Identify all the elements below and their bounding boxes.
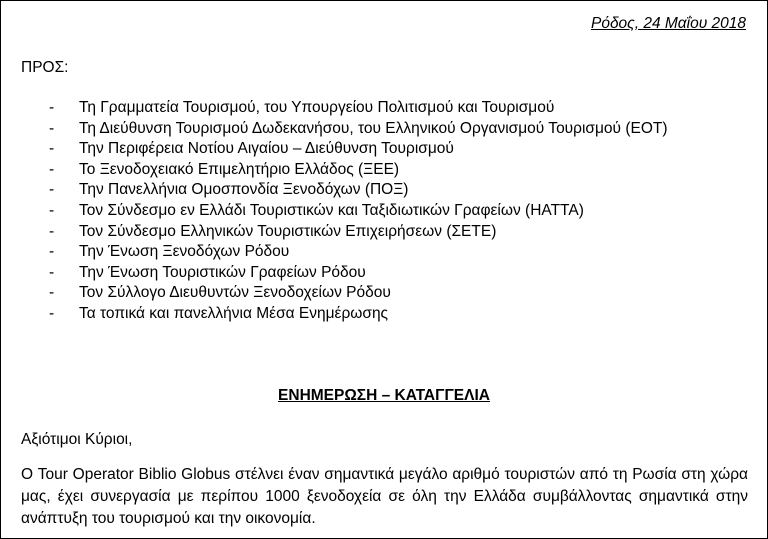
list-dash: -: [49, 284, 55, 302]
list-dash: -: [49, 119, 55, 137]
subject-heading: [1, 387, 767, 405]
recipient-item: [1, 304, 767, 325]
recipient-item: [1, 180, 767, 201]
recipient-text: Τη Γραμματεία Τουρισμού, του Υπουργείου Πολιτισμού και Τουρισμού: [79, 99, 555, 116]
salutation: Αξιότιμοι Κύριοι,: [21, 431, 133, 448]
list-dash: -: [49, 99, 55, 116]
recipient-text: Τον Σύνδεσμο εν Ελλάδι Τουριστικών και Ταξιδιωτικών Γραφείων (ΗΑΤΤΑ): [79, 201, 584, 219]
recipient-item: [1, 98, 767, 119]
recipient-text: Τον Σύλλογο Διευθυντών Ξενοδοχείων Ρόδου: [79, 284, 391, 302]
recipient-text: Τη Διεύθυνση Τουρισμού Δωδεκανήσου, του Ελληνικού Οργανισμού Τουρισμού (ΕΟΤ): [79, 119, 668, 137]
list-dash: -: [49, 222, 55, 240]
recipient-text: Τα τοπικά και πανελλήνια Μέσα Ενημέρωσης: [79, 304, 389, 322]
body-paragraph: Ο Tour Operator Biblio Globus στέλνει έναν σημαντικά μεγάλο αριθμό τουριστών από τη Ρωσία στη χώρα μας, έχει συνεργασία με περίπου 1000 ξενοδοχεία σε όλη την Ελλάδα συμβάλλοντας σημαντικά στην ανάπτυξη του τουρισμού και την οικονομία.: [21, 466, 748, 527]
recipient-item: [1, 201, 767, 222]
recipient-text: Την Ένωση Ξενοδόχων Ρόδου: [79, 243, 290, 261]
list-dash: -: [49, 243, 55, 261]
recipient-item: [1, 283, 767, 304]
list-dash: -: [49, 181, 55, 199]
recipient-text: Τον Σύνδεσμο Ελληνικών Τουριστικών Επιχειρήσεων (ΣΕΤΕ): [79, 222, 497, 240]
recipient-text: Την Ένωση Τουριστικών Γραφείων Ρόδου: [79, 263, 366, 281]
date-line: Ρόδος, 24 Μαΐου 2018: [590, 15, 746, 32]
subject-text: ΕΝΗΜΕΡΩΣΗ – ΚΑΤΑΓΓΕΛΙΑ: [278, 387, 490, 404]
list-dash: -: [49, 160, 55, 178]
list-dash: -: [49, 263, 55, 281]
recipient-item: [1, 139, 767, 160]
recipient-item: [1, 119, 767, 140]
recipient-text: Το Ξενοδοχειακό Επιμελητήριο Ελλάδος (ΞΕΕ): [79, 160, 400, 178]
recipient-item: [1, 160, 767, 181]
recipients-heading: ΠΡΟΣ:: [21, 59, 69, 76]
recipient-list: [1, 98, 767, 325]
list-dash: -: [49, 201, 55, 219]
recipient-item: [1, 242, 767, 263]
recipient-item: [1, 263, 767, 284]
recipient-text: Την Περιφέρεια Νοτίου Αιγαίου – Διεύθυνση Τουρισμού: [79, 140, 454, 158]
recipient-text: Την Πανελλήνια Ομοσπονδία Ξενοδόχων (ΠΟΞ): [79, 181, 409, 199]
recipient-item: [1, 222, 767, 243]
list-dash: -: [49, 304, 55, 322]
list-dash: -: [49, 140, 55, 158]
